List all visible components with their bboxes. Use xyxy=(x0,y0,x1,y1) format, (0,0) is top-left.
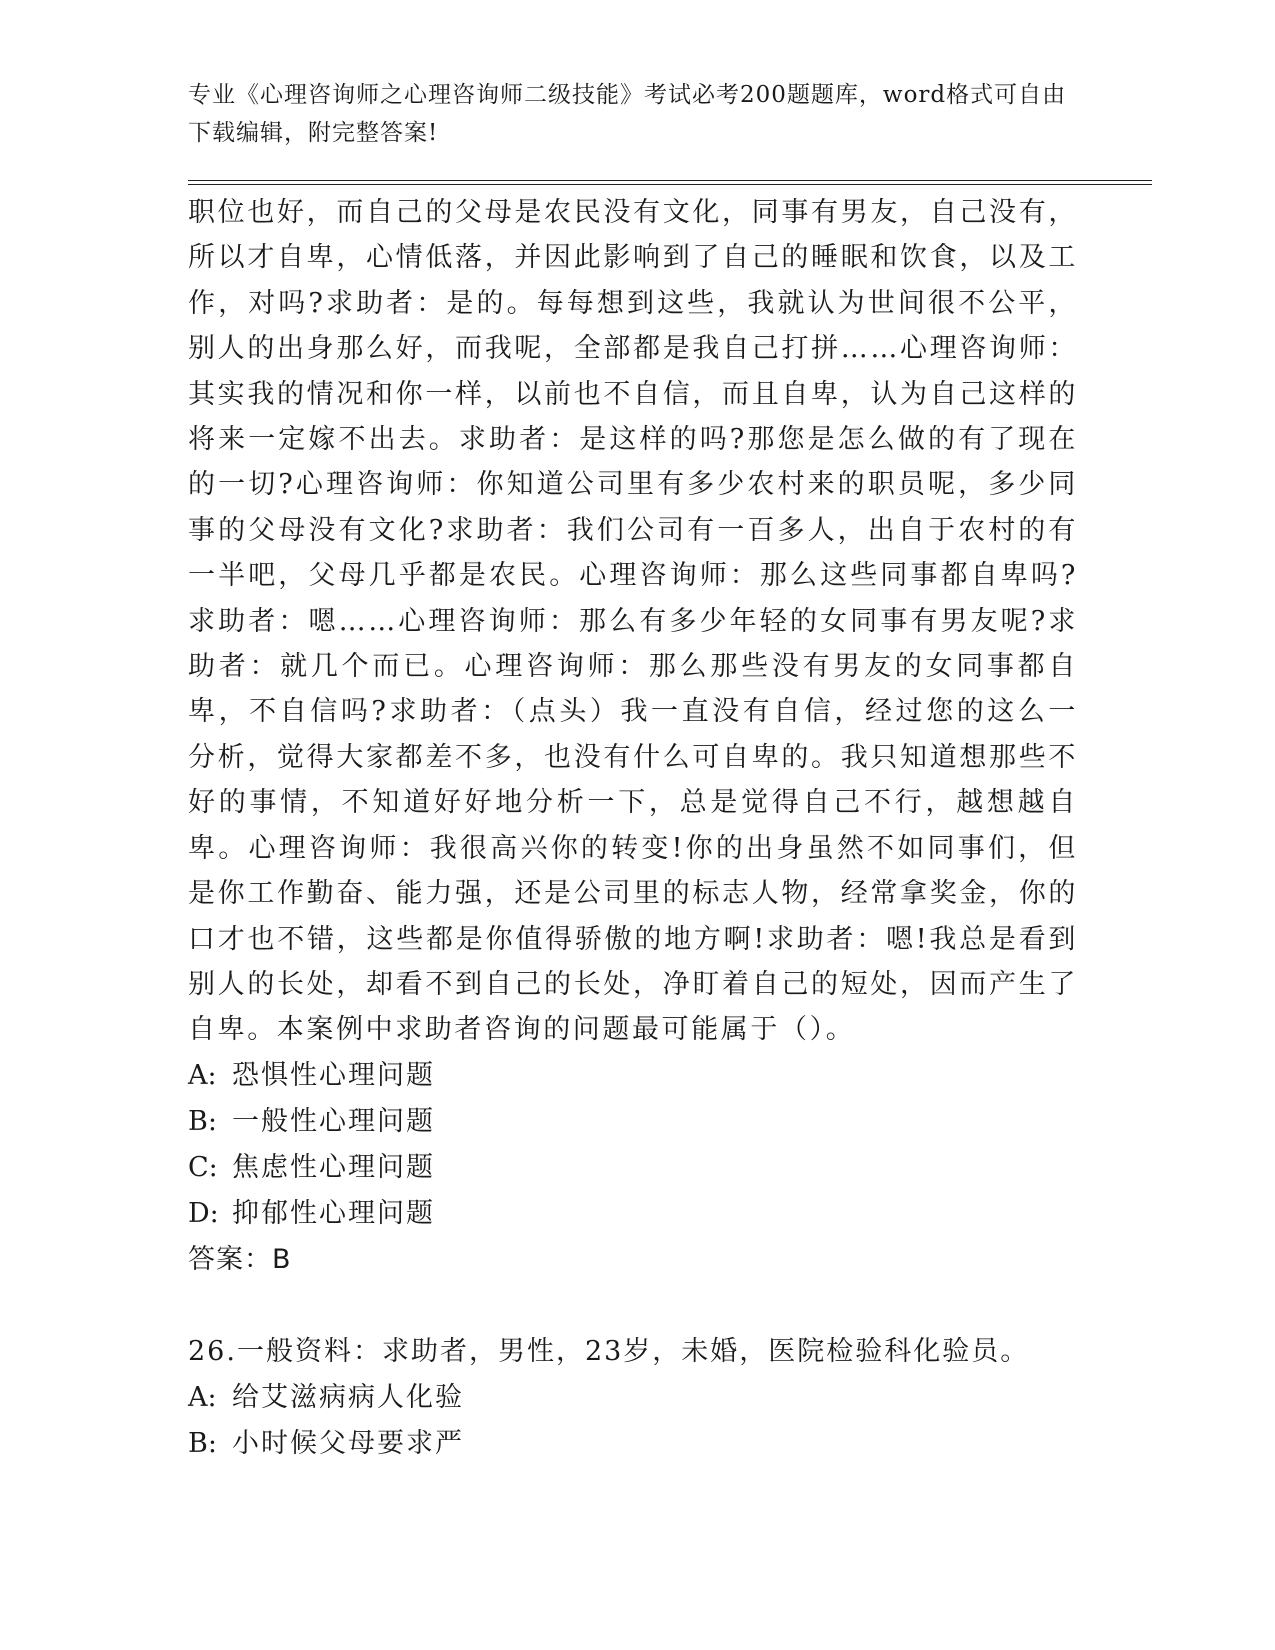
question-25-text: 职位也好，而自己的父母是农民没有文化，同事有男友，自己没有，所以才自卑，心情低落，并因此影响到了自己的睡眠和饮食，以及工作，对吗?求助者：是的。每每想到这些，我就认为世间很不公平，别人的出身那么好，而我呢，全部都是我自己打拼……心理咨询师：其实我的情况和你一样，以前也不自信，而且自卑，认为自己这样的将来一定嫁不出去。求助者：是这样的吗?那您是怎么做的有了现在的一切?心理咨询师：你知道公司里有多少农村来的职员呢，多少同事的父母没有文化?求助者：我们公司有一百多人，出自于农村的有一半吧，父母几乎都是农民。心理咨询师：那么这些同事都自卑吗?求助者：嗯……心理咨询师：那么有多少年轻的女同事有男友呢?求助者：就几个而已。心理咨询师：那么那些没有男友的女同事都自卑，不自信吗?求助者：（点头）我一直没有自信，经过您的这么一分析，觉得大家都差不多，也没有什么可自卑的。我只知道想那些不好的事情，不知道好好地分析一下，总是觉得自己不行，越想越自卑。心理咨询师：我很高兴你的转变!你的出身虽然不如同事们，但是你工作勤奋、能力强，还是公司里的标志人物，经常拿奖金，你的口才也不错，这些都是你值得骄傲的地方啊!求助者：嗯!我总是看到别人的长处，却看不到自己的长处，净盯着自己的短处，因而产生了自卑。本案例中求助者咨询的问题最可能属于（）。 xyxy=(188,197,1078,1046)
header-divider-top xyxy=(188,180,1152,181)
document-header: 专业《心理咨询师之心理咨询师二级技能》考试必考200题题库，word格式可自由下载编辑，附完整答案! xyxy=(188,82,1067,146)
option-text: 抑郁性心理问题 xyxy=(232,1197,435,1229)
question-26-option-b xyxy=(188,1421,1078,1467)
option-text: 小时候父母要求严 xyxy=(232,1427,464,1459)
option-key: D: xyxy=(188,1197,219,1229)
question-25-option-d xyxy=(188,1191,1078,1237)
header-divider-bottom xyxy=(188,184,1152,185)
option-key: A: xyxy=(188,1059,217,1091)
question-25-option-a xyxy=(188,1053,1078,1099)
option-key: A: xyxy=(188,1381,217,1413)
question-25-answer: 答案：B xyxy=(188,1243,292,1275)
question-spacer xyxy=(188,1283,1078,1329)
option-text: 焦虑性心理问题 xyxy=(232,1151,435,1183)
option-text: 恐惧性心理问题 xyxy=(232,1059,435,1091)
question-26-option-a xyxy=(188,1375,1078,1421)
question-26-text: 26.一般资料：求助者，男性，23岁，未婚，医院检验科化验员。 xyxy=(188,1335,1030,1367)
question-25-option-c xyxy=(188,1145,1078,1191)
option-key: B: xyxy=(188,1105,217,1137)
option-key: C: xyxy=(188,1151,218,1183)
option-key: B: xyxy=(188,1427,217,1459)
question-25-option-b xyxy=(188,1099,1078,1145)
option-text: 一般性心理问题 xyxy=(232,1105,435,1137)
option-text: 给艾滋病病人化验 xyxy=(232,1381,464,1413)
page-content xyxy=(188,190,1078,1467)
